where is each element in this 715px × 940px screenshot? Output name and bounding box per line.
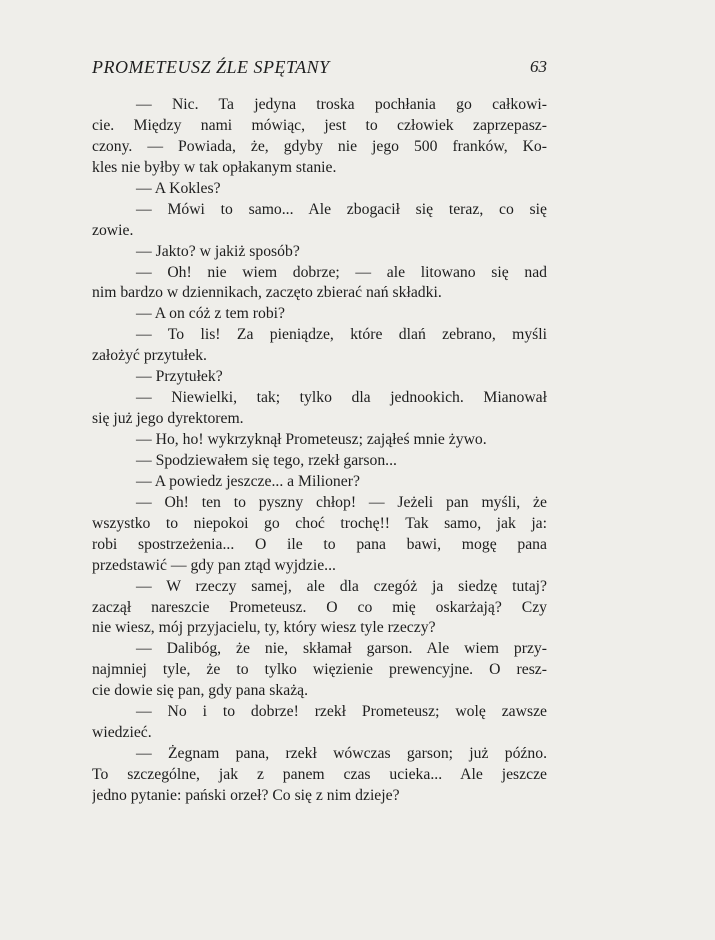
text-line: — Jakto? w jakiż sposób?: [136, 242, 300, 260]
text-line: — Przytułek?: [136, 368, 223, 386]
text-line: najmniej tyle, że to tylko więzienie prewencyjne. O resz-: [92, 661, 547, 679]
text-line: przedstawić — gdy pan ztąd wyjdzie...: [92, 556, 336, 574]
text-line: zowie.: [92, 221, 134, 239]
text-line: — Spodziewałem się tego, rzekł garson...: [136, 451, 397, 469]
running-title: PROMETEUSZ ŹLE SPĘTANY: [92, 57, 330, 77]
text-line: — Nic. Ta jedyna troska pochłania go całkowi-: [136, 96, 547, 113]
text-line: założyć przytułek.: [92, 347, 207, 365]
text-line: — To lis! Za pieniądze, które dlań zebrano, myśli: [136, 326, 547, 344]
text-line: — A powiedz jeszcze... a Milioner?: [136, 472, 360, 490]
running-head: [92, 57, 547, 81]
text-line: się już jego dyrektorem.: [92, 410, 244, 428]
text-line: cie. Między nami mówiąc, jest to człowiek zaprzepasz-: [92, 116, 547, 134]
text-line: To szczególne, jak z panem czas ucieka... Ale jeszcze: [92, 766, 547, 783]
text-line: — Dalibóg, że nie, skłamał garson. Ale wiem przy-: [136, 640, 547, 658]
text-line: wiedzieć.: [92, 724, 152, 742]
text-line: kles nie byłby w tak opłakanym stanie.: [92, 158, 337, 176]
text-line: nim bardzo w dziennikach, zaczęto zbierać nań składki.: [92, 284, 442, 302]
text-line: — Mówi to samo... Ale zbogacił się teraz, co się: [136, 200, 547, 218]
text-line: zaczął nareszcie Prometeusz. O co mię oskarżają? Czy: [92, 598, 547, 616]
page-number: 63: [530, 57, 547, 76]
text-line: czony. — Powiada, że, gdyby nie jego 500 franków, Ko-: [92, 137, 547, 155]
text-line: — W rzeczy samej, ale dla czegóż ja siedzę tutaj?: [136, 577, 547, 595]
text-line: cie dowie się pan, gdy pana skażą.: [92, 682, 309, 700]
text-line: — Żegnam pana, rzekł wówczas garson; już późno.: [136, 745, 547, 763]
text-line: nie wiesz, mój przyjacielu, ty, który wiesz tyle rzeczy?: [92, 619, 436, 637]
text-line: — Oh! nie wiem dobrze; — ale litowano się nad: [136, 263, 547, 281]
text-line: — Ho, ho! wykrzyknął Prometeusz; zająłeś mnie żywo.: [136, 431, 487, 448]
body-text: [92, 95, 547, 807]
text-line: wszystko to niepokoi go choć trochę!! Tak samo, jak ja:: [92, 514, 547, 532]
text-line: — A on cóż z tem robi?: [136, 305, 285, 323]
text-line: robi spostrzeżenia... O ile to pana bawi, mogę pana: [92, 535, 547, 553]
text-line: — Oh! ten to pyszny chłop! — Jeżeli pan myśli, że: [136, 493, 547, 511]
text-line: — A Kokles?: [136, 179, 221, 197]
text-line: — Niewielki, tak; tylko dla jednookich. Mianował: [136, 389, 547, 407]
text-line: jedno pytanie: pański orzeł? Co się z nim dzieje?: [92, 786, 400, 804]
text-line: — No i to dobrze! rzekł Prometeusz; wolę zawsze: [136, 703, 547, 721]
